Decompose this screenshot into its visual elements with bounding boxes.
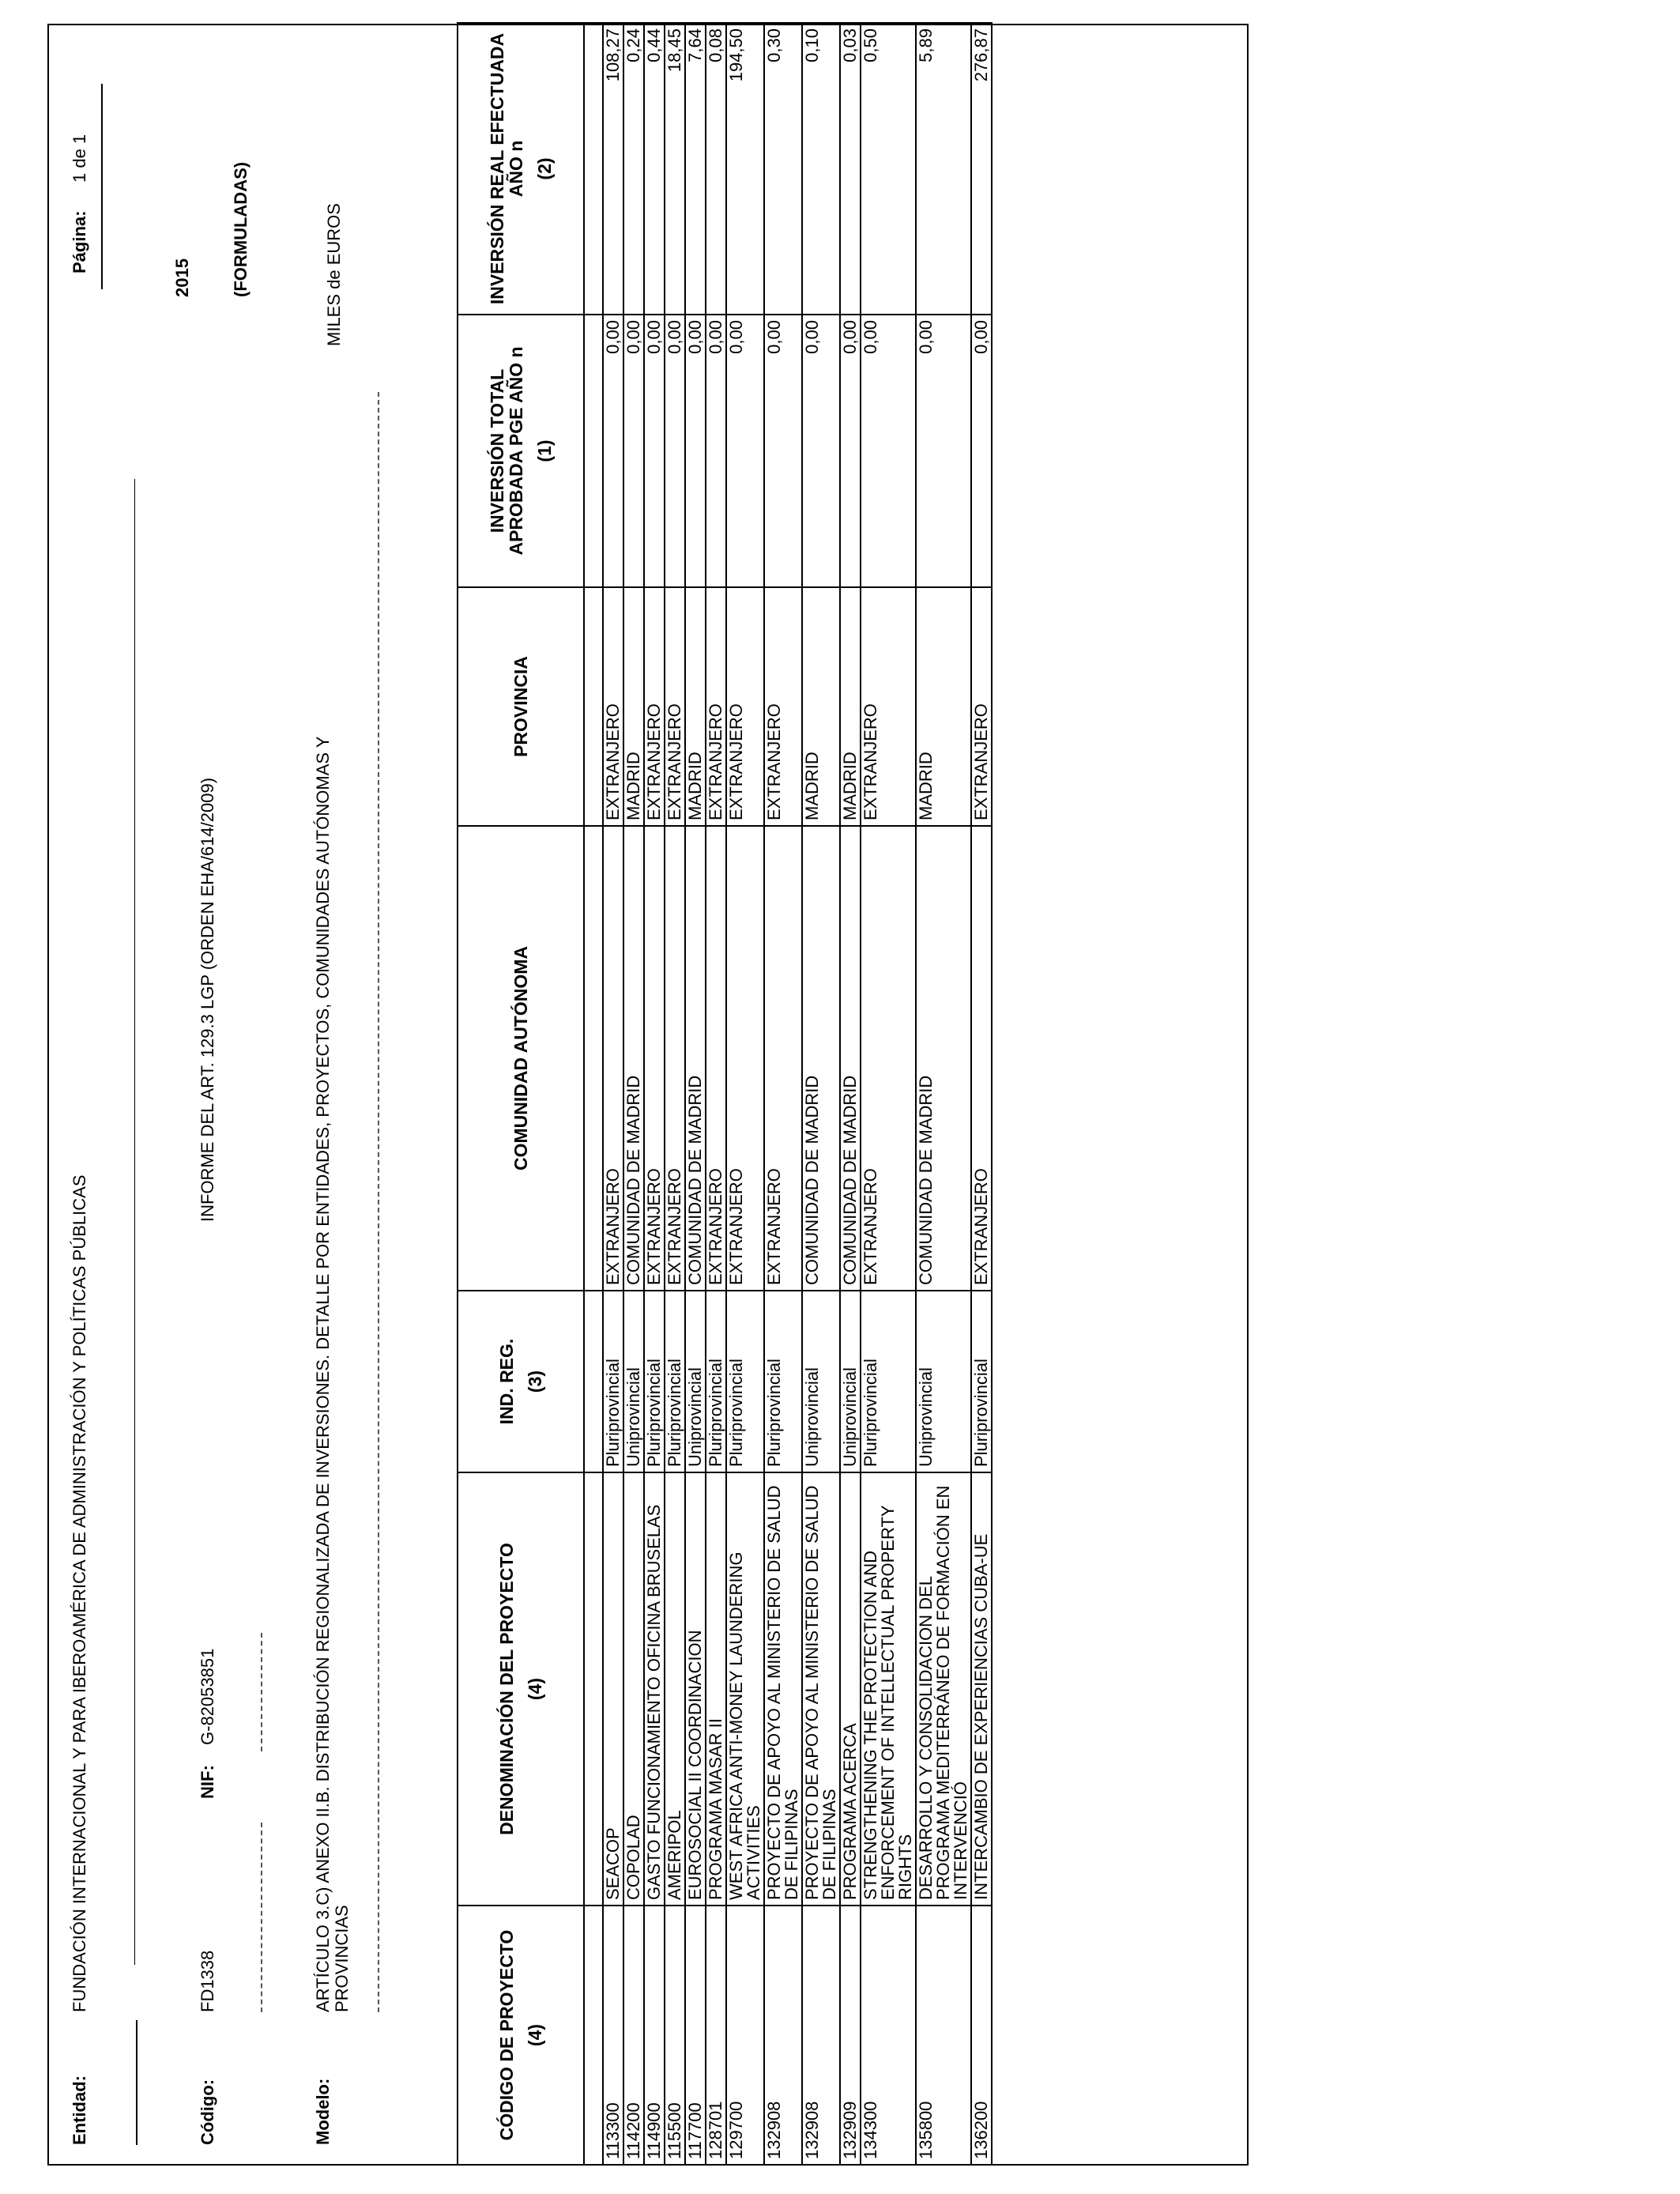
cell-denominacion: INTERCAMBIO DE EXPERIENCIAS CUBA-UE [971,1472,992,1906]
cell-provincia: EXTRANJERO [726,587,764,826]
investment-table [457,22,993,2166]
nif-dash [261,1633,262,1751]
table-row [665,23,685,2165]
year-value: 2015 [172,258,192,297]
cell-inv-total: 0,00 [840,315,861,587]
cell-comunidad: COMUNIDAD DE MADRID [623,826,644,1291]
cell-provincia: EXTRANJERO [764,587,802,826]
cell-provincia: MADRID [802,587,840,826]
cell-codigo: 117700 [685,1906,706,2165]
col-header-indreg: IND. REG. (3) [458,1291,584,1472]
cell-comunidad: COMUNIDAD DE MADRID [840,826,861,1291]
cell-denominacion: PROGRAMA MASAR II [706,1472,726,1906]
cell-inv-real: 0,08 [706,23,726,315]
cell-provincia: EXTRANJERO [706,587,726,826]
cell-codigo: 132908 [764,1906,802,2165]
cell-denominacion: PROGRAMA ACERCA [840,1472,861,1906]
cell-denominacion: COPOLAD [623,1472,644,1906]
cell-indreg: Pluriprovincial [764,1291,802,1472]
modelo-value-line2: PROVINCIAS [332,1905,352,2012]
col-header-codigo: CÓDIGO DE PROYECTO (4) [458,1906,584,2165]
pagina-underline [101,84,103,289]
cell-codigo: 136200 [971,1906,992,2165]
cell-inv-total: 0,00 [706,315,726,587]
cell-inv-real: 0,03 [840,23,861,315]
table-body [603,23,992,2165]
cell-provincia: EXTRANJERO [665,587,685,826]
table-row [726,23,764,2165]
cell-inv-real: 18,45 [665,23,685,315]
cell-comunidad: EXTRANJERO [706,826,726,1291]
cell-codigo: 134300 [861,1906,916,2165]
cell-inv-real: 5,89 [916,23,971,315]
cell-comunidad: EXTRANJERO [861,826,916,1291]
cell-indreg: Pluriprovincial [665,1291,685,1472]
cell-indreg: Pluriprovincial [706,1291,726,1472]
cell-comunidad: EXTRANJERO [644,826,665,1291]
cell-provincia: EXTRANJERO [603,587,623,826]
cell-denominacion: GASTO FUNCIONAMIENTO OFICINA BRUSELAS [644,1472,665,1906]
cell-inv-real: 0,30 [764,23,802,315]
cell-denominacion: AMERIPOL [665,1472,685,1906]
cell-comunidad: COMUNIDAD DE MADRID [802,826,840,1291]
modelo-label: Modelo: [313,2078,333,2145]
cell-codigo: 132908 [802,1906,840,2165]
cell-inv-total: 0,00 [685,315,706,587]
table-row [916,23,971,2165]
informe-text: INFORME DEL ART. 129.3 LGP (ORDEN EHA/614/2009) [198,777,217,1222]
cell-denominacion: STRENGTHENING THE PROTECTION AND ENFORCEMENT OF INTELLECTUAL PROPERTY RIGHTS [861,1472,916,1906]
header-rule [134,479,135,1965]
table-row [706,23,726,2165]
cell-inv-total: 0,00 [802,315,840,587]
col-header-denominacion: DENOMINACIÓN DEL PROYECTO (4) [458,1472,584,1906]
cell-inv-total: 0,00 [861,315,916,587]
cell-inv-real: 7,64 [685,23,706,315]
table-row [971,23,992,2165]
cell-comunidad: EXTRANJERO [764,826,802,1291]
cell-inv-total: 0,00 [726,315,764,587]
cell-denominacion: PROYECTO DE APOYO AL MINISTERIO DE SALUD DE FILIPINAS [764,1472,802,1906]
codigo-label: Código: [198,2079,217,2145]
cell-comunidad: EXTRANJERO [665,826,685,1291]
col-header-inv-total: INVERSIÓN TOTAL APROBADA PGE AÑO n (1) [458,315,584,587]
entidad-value: FUNDACIÓN INTERNACIONAL Y PARA IBEROAMÉRICA DE ADMINISTRACIÓN Y POLÍTICAS PÚBLICAS [70,1174,89,2012]
formuladas-label: (FORMULADAS) [231,161,250,297]
table-row [861,23,916,2165]
cell-indreg: Pluriprovincial [971,1291,992,1472]
table-row [840,23,861,2165]
cell-indreg: Uniprovincial [840,1291,861,1472]
cell-indreg: Uniprovincial [916,1291,971,1472]
cell-inv-real: 0,44 [644,23,665,315]
cell-inv-total: 0,00 [764,315,802,587]
cell-inv-total: 0,00 [603,315,623,587]
cell-inv-real: 0,50 [861,23,916,315]
table-row [603,23,623,2165]
cell-codigo: 115500 [665,1906,685,2165]
cell-indreg: Uniprovincial [802,1291,840,1472]
cell-codigo: 114900 [644,1906,665,2165]
cell-provincia: EXTRANJERO [861,587,916,826]
table-row [623,23,644,2165]
cell-inv-total: 0,00 [971,315,992,587]
modelo-value-line1: ARTÍCULO 3.C) ANEXO II.B. DISTRIBUCIÓN REGIONALIZADA DE INVERSIONES. DETALLE POR ENTIDADES, PROYECTOS, COMUNIDADES AUTÓNOMAS Y [313,736,333,2012]
cell-codigo: 132909 [840,1906,861,2165]
pagina-label: Página: [70,210,89,273]
cell-inv-real: 0,10 [802,23,840,315]
table-row [764,23,802,2165]
cell-codigo: 114200 [623,1906,644,2165]
entidad-rule [136,2020,137,2145]
cell-codigo: 129700 [726,1906,764,2165]
col-header-comunidad: COMUNIDAD AUTÓNOMA [458,826,584,1291]
cell-comunidad: EXTRANJERO [603,826,623,1291]
cell-indreg: Pluriprovincial [861,1291,916,1472]
cell-codigo: 128701 [706,1906,726,2165]
cell-denominacion: PROYECTO DE APOYO AL MINISTERIO DE SALUD DE FILIPINAS [802,1472,840,1906]
cell-indreg: Uniprovincial [623,1291,644,1472]
entidad-label: Entidad: [70,2075,89,2145]
cell-comunidad: EXTRANJERO [971,826,992,1291]
table-row [644,23,665,2165]
cell-provincia: MADRID [916,587,971,826]
pagina-value: 1 de 1 [70,134,89,183]
cell-provincia: MADRID [623,587,644,826]
cell-indreg: Uniprovincial [685,1291,706,1472]
cell-inv-total: 0,00 [644,315,665,587]
col-header-inv-real: INVERSIÓN REAL EFECTUADA AÑO n (2) [458,23,584,315]
cell-comunidad: COMUNIDAD DE MADRID [685,826,706,1291]
cell-denominacion: DESARROLLO Y CONSOLIDACION DEL PROGRAMA MEDITERRÁNEO DE FORMACIÓN EN INTERVENCIÓ [916,1472,971,1906]
col-header-provincia: PROVINCIA [458,587,584,826]
cell-denominacion: EUROSOCIAL II COORDINACION [685,1472,706,1906]
cell-codigo: 135800 [916,1906,971,2165]
table-row [802,23,840,2165]
cell-provincia: MADRID [840,587,861,826]
cell-comunidad: COMUNIDAD DE MADRID [916,826,971,1291]
cell-comunidad: EXTRANJERO [726,826,764,1291]
codigo-value: FD1338 [198,1950,217,2012]
cell-inv-total: 0,00 [623,315,644,587]
cell-inv-real: 0,24 [623,23,644,315]
units-label: MILES de EUROS [324,203,344,346]
nif-label: NIF: [198,1765,217,1799]
table-header-row [458,23,584,2165]
cell-provincia: MADRID [685,587,706,826]
cell-provincia: EXTRANJERO [971,587,992,826]
cell-denominacion: WEST AFRICA ANTI-MONEY LAUNDERING ACTIVITIES [726,1472,764,1906]
cell-inv-total: 0,00 [665,315,685,587]
cell-inv-real: 276,87 [971,23,992,315]
cell-inv-real: 194,50 [726,23,764,315]
cell-provincia: EXTRANJERO [644,587,665,826]
cell-indreg: Pluriprovincial [603,1291,623,1472]
header-spacer-row [584,23,603,2165]
codigo-dash [261,1823,262,2012]
nif-value: G-82053851 [198,1648,217,1745]
cell-inv-total: 0,00 [916,315,971,587]
cell-codigo: 113300 [603,1906,623,2165]
cell-indreg: Pluriprovincial [726,1291,764,1472]
cell-inv-real: 108,27 [603,23,623,315]
modelo-dash [378,392,379,2012]
table-row [685,23,706,2165]
cell-denominacion: SEACOP [603,1472,623,1906]
cell-indreg: Pluriprovincial [644,1291,665,1472]
